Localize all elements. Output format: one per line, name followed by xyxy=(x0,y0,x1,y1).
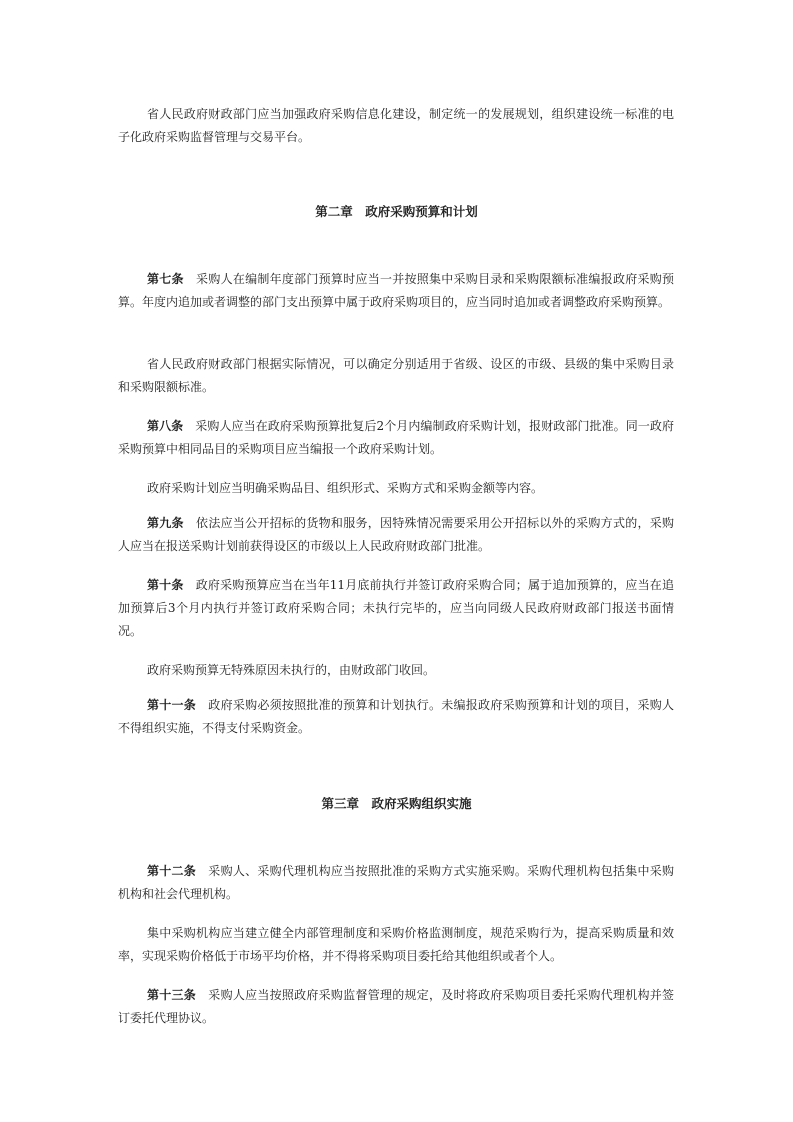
paragraph xyxy=(118,694,674,740)
paragraph xyxy=(118,103,674,149)
chapter-heading: 第三章 政府采购组织实施 xyxy=(321,796,472,811)
paragraph-text: 采购人应当在政府采购预算批复后2个月内编制政府采购计划，报财政部门批准。同一政府采购预算中相同品目的采购项目应当编报一个政府采购计划。 xyxy=(118,419,674,456)
article-number: 第十条 xyxy=(147,578,184,592)
paragraph-text: 政府采购预算应当在当年11月底前执行并签订政府采购合同；属于追加预算的，应当在追加预算后3个月内执行并签订政府采购合同；未执行完毕的，应当向同级人民政府财政部门报送书面情况。 xyxy=(118,578,674,638)
paragraph-text: 采购人、采购代理机构应当按照批准的采购方式实施采购。采购代理机构包括集中采购机构和社会代理机构。 xyxy=(118,864,674,901)
article-number: 第七条 xyxy=(147,272,184,286)
paragraph-text: 政府采购计划应当明确采购品目、组织形式、采购方式和采购金额等内容。 xyxy=(147,481,544,495)
paragraph-text: 省人民政府财政部门应当加强政府采购信息化建设，制定统一的发展规划，组织建设统一标准的电子化政府采购监督管理与交易平台。 xyxy=(118,107,674,144)
article-number: 第九条 xyxy=(147,516,184,530)
paragraph-text: 依法应当公开招标的货物和服务，因特殊情况需要采用公开招标以外的采购方式的，采购人应当在报送采购计划前获得设区的市级以上人民政府财政部门批准。 xyxy=(118,516,674,553)
paragraph-text: 政府采购必须按照批准的预算和计划执行。未编报政府采购预算和计划的项目，采购人不得组织实施，不得支付采购资金。 xyxy=(118,698,674,735)
paragraph xyxy=(118,922,674,968)
paragraph xyxy=(118,574,674,643)
paragraph xyxy=(118,477,674,500)
paragraph-text: 采购人在编制年度部门预算时应当一并按照集中采购目录和采购限额标准编报政府采购预算。年度内追加或者调整的部门支出预算中属于政府采购项目的，应当同时追加或者调整政府采购预算。 xyxy=(118,272,674,309)
paragraph xyxy=(118,353,674,399)
paragraph xyxy=(118,512,674,558)
chapter-heading: 第二章 政府采购预算和计划 xyxy=(315,204,478,219)
paragraph-text: 集中采购机构应当建立健全内部管理制度和采购价格监测制度，规范采购行为，提高采购质量和效率，实现采购价格低于市场平均价格，并不得将采购项目委托给其他组织或者个人。 xyxy=(118,926,674,963)
paragraph-text: 省人民政府财政部门根据实际情况，可以确定分别适用于省级、设区的市级、县级的集中采购目录和采购限额标准。 xyxy=(118,357,674,394)
paragraph xyxy=(118,659,674,682)
paragraph xyxy=(118,268,674,314)
paragraph xyxy=(118,415,674,461)
paragraph xyxy=(118,984,674,1030)
article-number: 第十二条 xyxy=(147,864,197,878)
paragraph-text: 政府采购预算无特殊原因未执行的，由财政部门收回。 xyxy=(147,663,436,677)
paragraph-text: 采购人应当按照政府采购监督管理的规定，及时将政府采购项目委托采购代理机构并签订委托代理协议。 xyxy=(118,988,674,1025)
article-number: 第十一条 xyxy=(147,698,197,712)
article-number: 第十三条 xyxy=(147,988,197,1002)
article-number: 第八条 xyxy=(147,419,184,433)
paragraph xyxy=(118,860,674,906)
